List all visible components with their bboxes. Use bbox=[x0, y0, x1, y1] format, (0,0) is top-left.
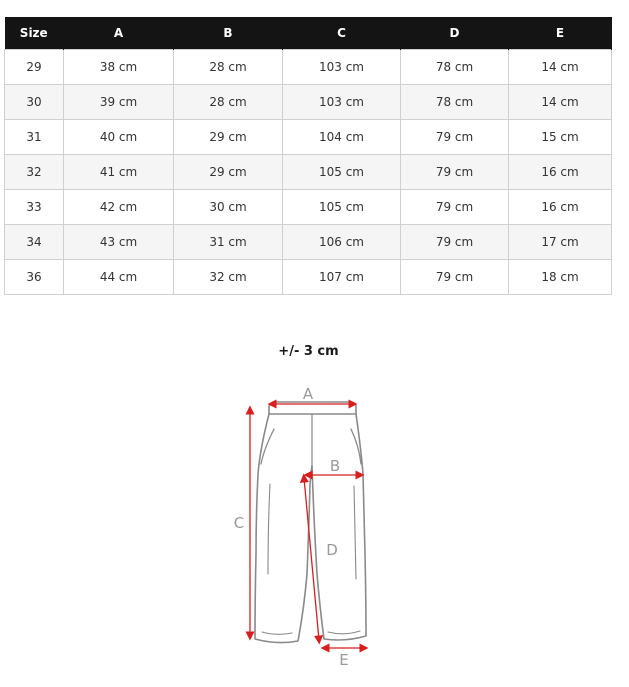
table-row bbox=[5, 190, 612, 225]
header-size: Size bbox=[5, 17, 64, 50]
table-row bbox=[5, 155, 612, 190]
left-crease bbox=[268, 484, 270, 574]
cell-d: 79 cm bbox=[401, 225, 509, 260]
header-a: A bbox=[64, 17, 174, 50]
cell-a: 42 cm bbox=[64, 190, 174, 225]
left-hem-line bbox=[262, 632, 292, 634]
cell-a: 44 cm bbox=[64, 260, 174, 295]
pants-measurement-diagram bbox=[210, 374, 410, 674]
cell-b: 29 cm bbox=[174, 120, 283, 155]
left-pocket bbox=[261, 429, 274, 464]
measurement-arrows bbox=[250, 404, 364, 648]
cell-c: 104 cm bbox=[283, 120, 401, 155]
header-c: C bbox=[283, 17, 401, 50]
cell-size: 30 bbox=[5, 85, 64, 120]
size-chart-table bbox=[4, 17, 612, 295]
cell-c: 105 cm bbox=[283, 155, 401, 190]
cell-e: 14 cm bbox=[509, 50, 612, 85]
label-d: D bbox=[326, 541, 338, 559]
label-e: E bbox=[339, 651, 349, 669]
table-row bbox=[5, 225, 612, 260]
cell-d: 79 cm bbox=[401, 120, 509, 155]
cell-b: 30 cm bbox=[174, 190, 283, 225]
cell-size: 32 bbox=[5, 155, 64, 190]
cell-size: 31 bbox=[5, 120, 64, 155]
cell-a: 39 cm bbox=[64, 85, 174, 120]
cell-e: 15 cm bbox=[509, 120, 612, 155]
cell-d: 79 cm bbox=[401, 260, 509, 295]
cell-d: 79 cm bbox=[401, 155, 509, 190]
cell-b: 28 cm bbox=[174, 50, 283, 85]
table-row bbox=[5, 85, 612, 120]
cell-size: 29 bbox=[5, 50, 64, 85]
pants-outline bbox=[255, 402, 366, 643]
cell-e: 18 cm bbox=[509, 260, 612, 295]
cell-c: 107 cm bbox=[283, 260, 401, 295]
cell-c: 103 cm bbox=[283, 50, 401, 85]
cell-d: 78 cm bbox=[401, 50, 509, 85]
cell-e: 17 cm bbox=[509, 225, 612, 260]
header-e: E bbox=[509, 17, 612, 50]
label-a: A bbox=[302, 385, 314, 403]
table-row bbox=[5, 50, 612, 85]
cell-e: 14 cm bbox=[509, 85, 612, 120]
right-crease bbox=[354, 486, 356, 579]
header-b: B bbox=[174, 17, 283, 50]
cell-e: 16 cm bbox=[509, 190, 612, 225]
cell-b: 28 cm bbox=[174, 85, 283, 120]
cell-e: 16 cm bbox=[509, 155, 612, 190]
cell-b: 32 cm bbox=[174, 260, 283, 295]
cell-a: 41 cm bbox=[64, 155, 174, 190]
cell-size: 36 bbox=[5, 260, 64, 295]
label-b: B bbox=[329, 457, 341, 475]
cell-d: 79 cm bbox=[401, 190, 509, 225]
cell-a: 43 cm bbox=[64, 225, 174, 260]
table-row bbox=[5, 260, 612, 295]
measurement-tolerance: +/- 3 cm bbox=[278, 344, 339, 359]
left-leg bbox=[255, 414, 312, 643]
cell-c: 103 cm bbox=[283, 85, 401, 120]
cell-size: 33 bbox=[5, 190, 64, 225]
cell-size: 34 bbox=[5, 225, 64, 260]
header-d: D bbox=[401, 17, 509, 50]
cell-c: 106 cm bbox=[283, 225, 401, 260]
cell-b: 29 cm bbox=[174, 155, 283, 190]
cell-d: 78 cm bbox=[401, 85, 509, 120]
label-c: C bbox=[233, 514, 245, 532]
cell-a: 38 cm bbox=[64, 50, 174, 85]
table-row bbox=[5, 120, 612, 155]
cell-c: 105 cm bbox=[283, 190, 401, 225]
cell-a: 40 cm bbox=[64, 120, 174, 155]
right-hem-line bbox=[328, 631, 360, 634]
cell-b: 31 cm bbox=[174, 225, 283, 260]
table-header-row bbox=[5, 17, 612, 50]
